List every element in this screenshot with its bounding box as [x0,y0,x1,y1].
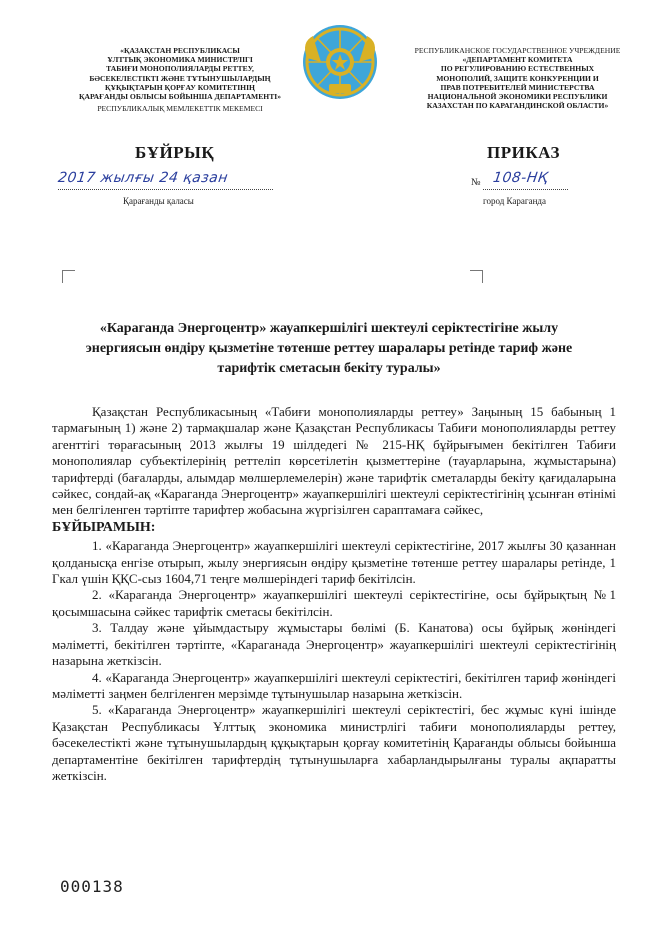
city-kz: Қарағанды қаласы [123,196,194,206]
number-underline [483,189,568,190]
number-prefix: № [471,177,481,188]
org-line-ru: МОНОПОЛИЙ, ЗАЩИТЕ КОНКУРЕНЦИИ И [436,73,599,83]
org-line-kz: БӘСЕКЕЛЕСТІКТІ ЖӘНЕ ТҰТЫНУШЫЛАРДЫҢ [89,73,271,83]
org-subtitle-kz: РЕСПУБЛИКАЛЫҚ МЕМЛЕКЕТТІК МЕКЕМЕСІ [97,104,263,114]
org-header-ru [400,46,635,110]
org-line-kz: ТАБИҒИ МОНОПОЛИЯЛАРДЫ РЕТТЕУ, [106,64,254,74]
org-line-ru: КАЗАХСТАН ПО КАРАГАНДИНСКОЙ ОБЛАСТИ» [426,101,609,111]
date-underline [58,189,273,190]
handwritten-date: 2017 жылғы 24 қазан [56,170,230,186]
org-line-kz: ҰЛТТЫҚ ЭКОНОМИКА МИНИСТРЛІГІ [107,55,253,65]
handwritten-number: 108-НҚ [491,170,550,186]
order-item: 1. «Караганда Энергоцентр» жауапкершілігі шектеулі серіктестігіне, 2017 жылғы 30 қазаннан қолданысқа енгізе отырып, жылу энергиясын өндіру қызметіне төтенше реттеу шаралары ретінде, 1 Гкал үшін ҚҚС-сыз 1604,71 теңге мөлшеріндегі тариф бекітілсін. [52,538,616,587]
serial-stamp: 000138 [60,877,124,896]
org-line-ru: ПРАВ ПОТРЕБИТЕЛЕЙ МИНИСТЕРСТВА [440,82,595,92]
command-colon: : [150,519,156,535]
document-body [52,404,616,784]
org-line-kz: ҚАРАҒАНДЫ ОБЛЫСЫ БОЙЫНША ДЕПАРТАМЕНТІ» [78,92,282,102]
org-line-kz: ҚҰҚЫҚТАРЫН ҚОРҒАУ КОМИТЕТІНІҢ [105,82,255,92]
command-line [52,519,616,536]
org-line-kz: «ҚАЗАҚСТАН РЕСПУБЛИКАСЫ [120,46,240,55]
order-items [52,538,616,784]
document-title: «Караганда Энергоцентр» жауапкершілігі шектеулі серіктестігіне жылу энергиясын өндіру қызметіне төтенше реттеу шаралары ретінде тариф және тарифтік сметасын бекіту туралы» [85,321,573,376]
preamble-paragraph: Қазақстан Республикасының «Табиғи монополияларды реттеу» Заңының 15 бабының 1 тармағының 1) және 2) тармақшалар және Қазақстан Республикасы Табиғи монополияларды реттеу агенттігі төрағасының 2013 жылғы 19 шілдедегі № 215-НҚ бұйрығымен бекітілген Табиғи монополиялар субъектілерінің реттеліп көрсетілетін қызметтеріне (тауарларына, жұмыстарына) тарифтерді (бағаларды, алымдар мөлшерлемелерін) және тарифтік сметаларды бекіту қағидаларына сәйкес, сондай-ақ «Караганда Энергоцентр» жауапкершілігі шектеулі серіктестігінің ұсынған өтінімі мен белгіленген тәртіпте тарифтер жобасына жүргізілген сараптамаға сәйкес, [52,404,616,518]
order-item: 4. «Караганда Энергоцентр» жауапкершілігі шектеулі серіктестігі, бекітілген тариф жөніндегі мәліметті заңмен белгіленген мерзімде тұтынушылар назарына жеткізсін. [52,669,616,701]
state-emblem-icon [299,22,381,102]
org-line-ru: НАЦИОНАЛЬНОЙ ЭКОНОМИКИ РЕСПУБЛИКИ [427,92,608,102]
corner-mark-left [62,270,75,283]
doc-type-kz: БҰЙРЫҚ [135,143,215,162]
city-ru: город Караганда [483,196,546,206]
org-line-ru: ПО РЕГУЛИРОВАНИЮ ЕСТЕСТВЕННЫХ [440,64,595,74]
org-line-ru: «ДЕПАРТАМЕНТ КОМИТЕТА [462,55,573,65]
order-item: 2. «Караганда Энергоцентр» жауапкершілігі шектеулі серіктестігіне, осы бұйрықтың №1 қосымшасына сәйкес тарифтік сметасы бекітілсін. [52,587,616,619]
corner-mark-right [470,270,483,283]
command-word: БҰЙЫРАМЫН [52,519,151,535]
doc-type-ru: ПРИКАЗ [487,143,560,162]
org-header-kz [60,46,300,113]
org-line-ru: РЕСПУБЛИКАНСКОЕ ГОСУДАРСТВЕННОЕ УЧРЕЖДЕНИЕ [414,46,621,55]
order-item: 3. Талдау және ұйымдастыру жұмыстары бөлімі (Б. Канатова) осы бұйрық жөніндегі мәліметті, бекітілген тәртіпте, «Караганада Энергоцентр» жауапкершілігі шектеулі серіктестігінің назарына жеткізсін. [52,620,616,669]
order-item: 5. «Караганда Энергоцентр» жауапкершілігі шектеулі серіктестігі, бес жұмыс күні ішінде Қазақстан Республикасы Ұлттық экономика министрлігі табиғи монополияларды реттеу, бәсекелестікті және тұтынушылардың құқықтарын қорғау комитетінің Қарағанды облысы бойынша департаментіне бекітілген тарифтердің тұтынушыларға хабарландырылғаны туралы ақпаратты жеткізсін. [52,702,616,783]
